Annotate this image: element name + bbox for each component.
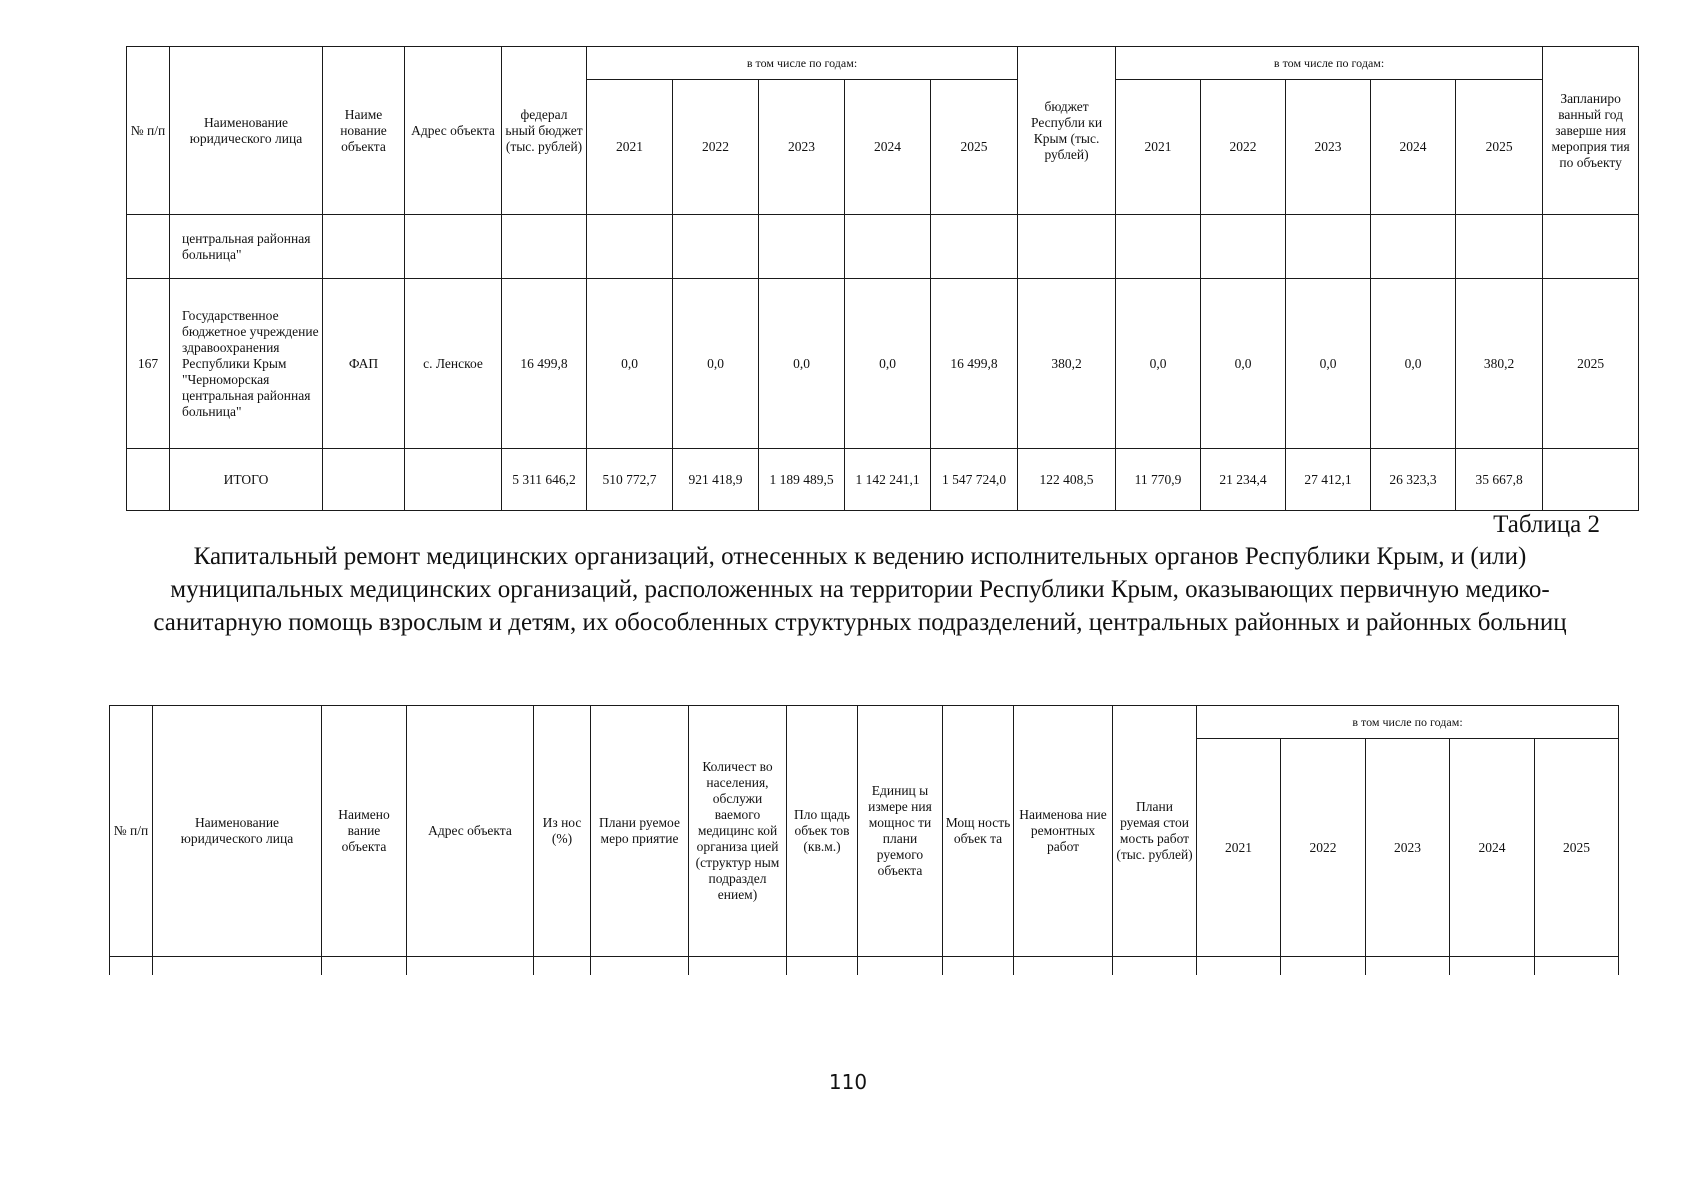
header-planned-activity: Плани руемое меро приятие [591,706,689,957]
regional-total-cell: 380,2 [1018,279,1116,449]
total-label: ИТОГО [170,449,323,511]
federal-year-cell: 16 499,8 [931,279,1018,449]
total-row [127,449,1639,511]
regional-total-cell: 122 408,5 [1018,449,1116,511]
header-by-years: в том числе по годам: [1197,706,1619,739]
header-legal-name: Наименование юридического лица [153,706,322,957]
header-object-name: Наимено вание объекта [322,706,407,957]
header-year: 2025 [931,80,1018,215]
address-cell: с. Ленское [405,279,502,449]
header-legal-name: Наименование юридического лица [170,47,323,215]
federal-year-cell: 0,0 [845,279,931,449]
header-year: 2024 [1371,80,1456,215]
header-regional-by-years: в том числе по годам: [1116,47,1543,80]
federal-year-cell: 0,0 [759,279,845,449]
header-num: № п/п [110,706,153,957]
federal-total-cell: 5 311 646,2 [502,449,587,511]
header-year: 2024 [845,80,931,215]
legal-name-cell: центральная районная больница" [170,215,323,279]
header-area: Пло щадь объек тов (кв.м.) [787,706,858,957]
header-year: 2025 [1535,739,1619,957]
header-object-name: Наиме нование объекта [323,47,405,215]
regional-year-cell: 0,0 [1116,279,1201,449]
header-num: № п/п [127,47,170,215]
regional-year-cell: 0,0 [1286,279,1371,449]
table-row [127,279,1639,449]
table-label: Таблица 2 [1493,511,1600,538]
federal-year-cell: 921 418,9 [673,449,759,511]
header-planned-cost: Плани руемая стои мость работ (тыс. рублей) [1113,706,1197,957]
legal-name-cell: Государственное бюджетное учреждение здравоохранения Республики Крым "Черноморская центральная районная больница" [170,279,323,449]
header-wear: Из нос (%) [534,706,591,957]
table-1 [126,46,1639,511]
header-year: 2021 [587,80,673,215]
regional-year-cell: 11 770,9 [1116,449,1201,511]
table-row [110,957,1619,975]
header-capacity-unit: Единиц ы измере ния мощнос ти плани руемого объекта [858,706,943,957]
header-address: Адрес объекта [407,706,534,957]
header-year: 2022 [1201,80,1286,215]
header-year: 2023 [759,80,845,215]
header-federal-budget: федерал ьный бюджет (тыс. рублей) [502,47,587,215]
header-year: 2023 [1286,80,1371,215]
planned-year-cell: 2025 [1543,279,1639,449]
table-2 [109,705,1619,975]
header-year: 2024 [1450,739,1535,957]
header-federal-by-years: в том числе по годам: [587,47,1018,80]
header-year: 2021 [1197,739,1281,957]
header-regional-budget: бюджет Республи ки Крым (тыс. рублей) [1018,47,1116,215]
regional-year-cell: 380,2 [1456,279,1543,449]
header-population: Количест во населения, обслужи ваемого медицинс кой организа цией (структур ным подраздел ением) [689,706,787,957]
header-year: 2025 [1456,80,1543,215]
federal-year-cell: 0,0 [587,279,673,449]
federal-year-cell: 510 772,7 [587,449,673,511]
page-number: 110 [828,1070,868,1094]
regional-year-cell: 35 667,8 [1456,449,1543,511]
header-year: 2021 [1116,80,1201,215]
header-capacity: Мощ ность объек та [943,706,1014,957]
header-planned-year: Запланиро ванный год заверше ния мероприя тия по объекту [1543,47,1639,215]
federal-year-cell: 0,0 [673,279,759,449]
regional-year-cell: 21 234,4 [1201,449,1286,511]
regional-year-cell: 0,0 [1371,279,1456,449]
header-year: 2022 [1281,739,1366,957]
header-repair-name: Наименова ние ремонтных работ [1014,706,1113,957]
row-number: 167 [127,279,170,449]
federal-year-cell: 1 547 724,0 [931,449,1018,511]
header-address: Адрес объекта [405,47,502,215]
object-name-cell: ФАП [323,279,405,449]
header-year: 2023 [1366,739,1450,957]
federal-year-cell: 1 142 241,1 [845,449,931,511]
header-year: 2022 [673,80,759,215]
federal-year-cell: 1 189 489,5 [759,449,845,511]
regional-year-cell: 0,0 [1201,279,1286,449]
table-title: Капитальный ремонт медицинских организаций, отнесенных к ведению исполнительных органов Республики Крым, и (или) муниципальных медицинских организаций, расположенных на территории Республики Крым, оказывающих первичную медико-санитарную помощь взрослым и детям, их обособленных структурных подразделений, центральных районных и районных больниц [153,543,1567,636]
regional-year-cell: 27 412,1 [1286,449,1371,511]
federal-total-cell: 16 499,8 [502,279,587,449]
regional-year-cell: 26 323,3 [1371,449,1456,511]
table-row [127,215,1639,279]
